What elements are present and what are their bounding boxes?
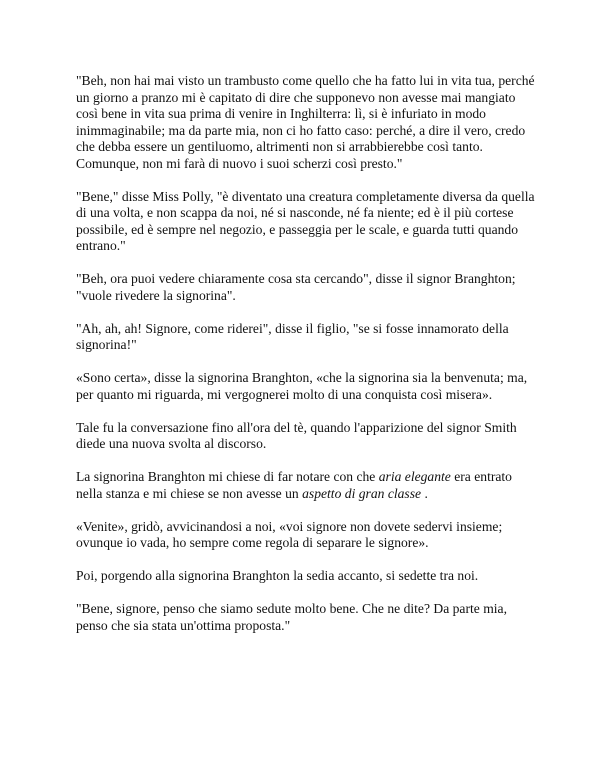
paragraph-10: "Bene, signore, penso che siamo sedute molto bene. Che ne dite? Da parte mia, penso che sia stata un'ottima proposta." bbox=[76, 601, 507, 633]
paragraph-7 bbox=[76, 469, 536, 502]
paragraph-2: "Bene," disse Miss Polly, "è diventato una creatura completamente diversa da quella di una volta, e non scappa da noi, né si nasconde, né fa niente; ed è il più cortese possibile, ed è sempre nel negozio, e passeggia per le scale, e guarda tutti quando entrano." bbox=[76, 188, 535, 253]
paragraph-9: Poi, porgendo alla signorina Branghton la sedia accanto, si sedette tra noi. bbox=[76, 568, 479, 583]
paragraph-7-text-a: La signorina Branghton mi chiese di far notare con che bbox=[76, 469, 379, 484]
paragraph-7-italic-aspetto: aspetto di gran classe bbox=[302, 485, 422, 501]
paragraph-8: «Venite», gridò, avvicinandosi a noi, «voi signore non dovete sedervi insieme; ovunque io vada, ho sempre come regola di separare le signore». bbox=[76, 518, 503, 550]
document-body bbox=[76, 73, 536, 651]
paragraph-7-italic-aria-elegante: aria elegante bbox=[378, 469, 451, 484]
paragraph-7-text-e: . bbox=[421, 485, 428, 501]
paragraph-1: "Beh, non hai mai visto un trambusto come quello che ha fatto lui in vita tua, perché un giorno a pranzo mi è capitato di dire che supponevo non avesse mai mangiato così bene in vita sua prima di venire in Inghilterra: lì, si è infuriato in modo inimmaginabile; ma da parte mia, non ci ho fatto caso: perché, a dire il vero, credo che debba essere un gentiluomo, altrimenti non si arrabbierebbe così tanto. Comunque, non mi farà di nuovo i suoi scherzi così presto." bbox=[76, 73, 535, 171]
paragraph-5: «Sono certa», disse la signorina Branghton, «che la signorina sia la benvenuta; ma, per quanto mi riguarda, mi vergognerei molto di una conquista così misera». bbox=[76, 370, 528, 402]
paragraph-7-text-c: era entrato nella stanza e mi chiese se non avesse un bbox=[76, 469, 512, 501]
paragraph-4: "Ah, ah, ah! Signore, come riderei", disse il figlio, "se si fosse innamorato della signorina!" bbox=[76, 320, 509, 352]
paragraph-6: Tale fu la conversazione fino all'ora del tè, quando l'apparizione del signor Smith diede una nuova svolta al discorso. bbox=[76, 419, 517, 451]
paragraph-3: "Beh, ora puoi vedere chiaramente cosa sta cercando", disse il signor Branghton; "vuole rivedere la signorina". bbox=[76, 271, 516, 303]
